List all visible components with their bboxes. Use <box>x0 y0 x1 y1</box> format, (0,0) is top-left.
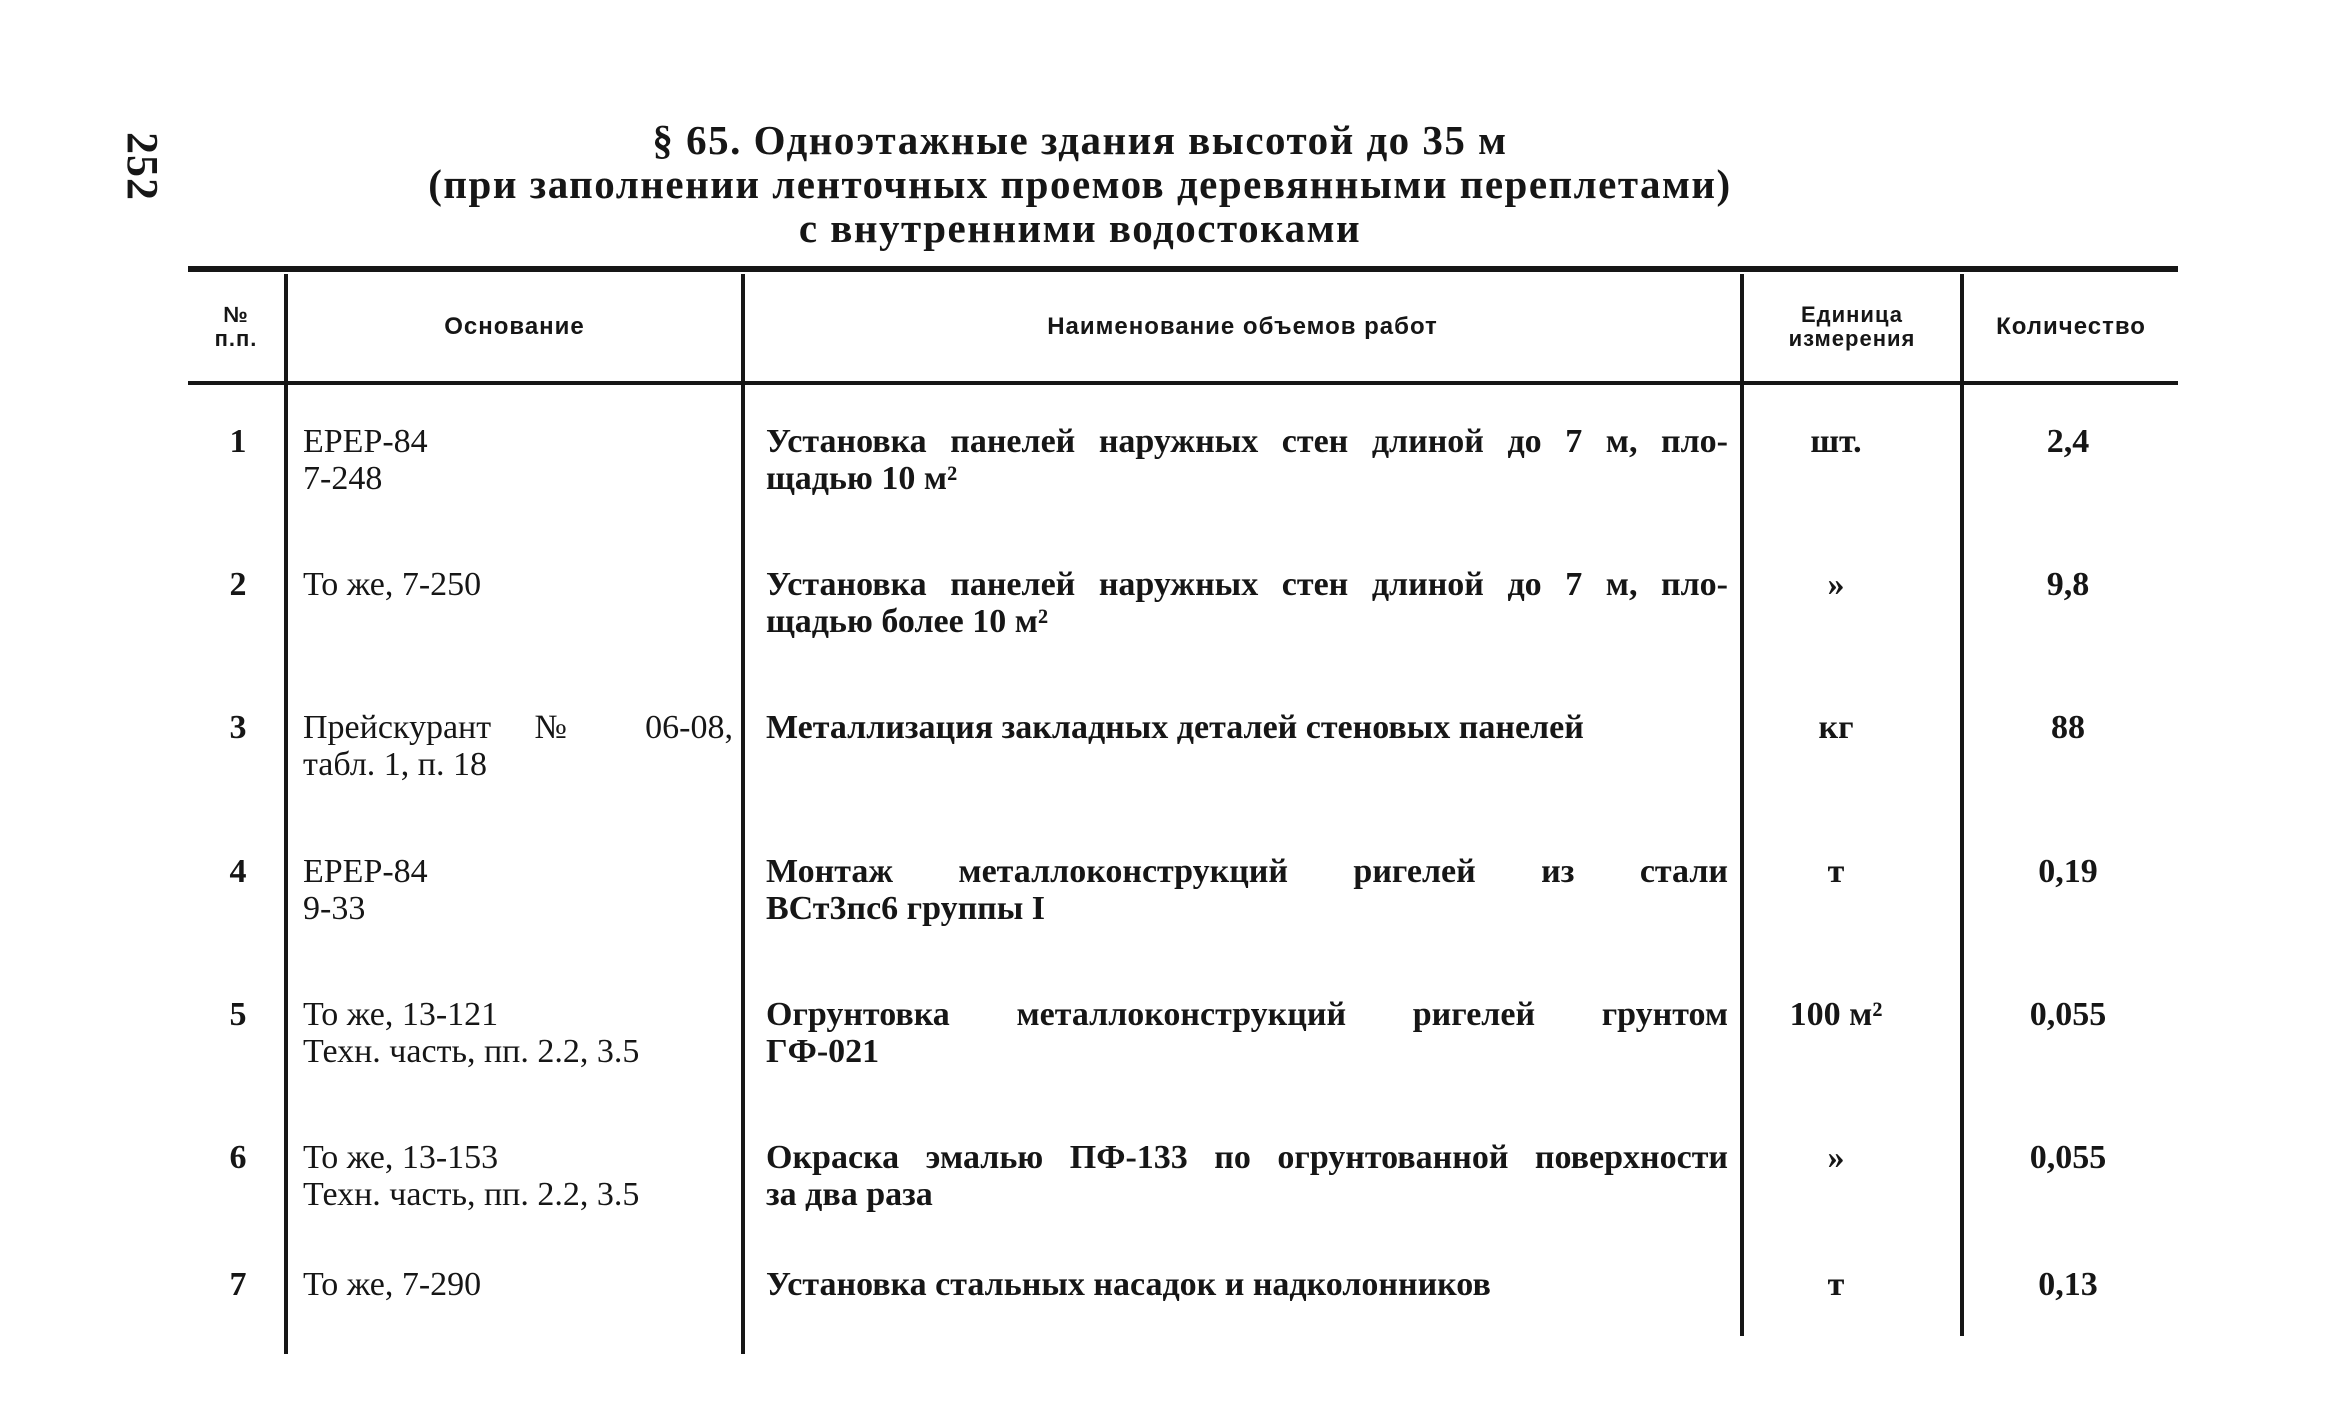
works-table: № п.п. Основание Наименование объемов работ Единица измерения Количество 1 ЕРЕР-84 7-248 Установка панелей наружных стен длиной до 7 м, пло- щадью 10 м² шт. 2,4 2 То же, 7-250 Установка панелей наружных стен длиной до 7 м, пло- щадью более 10 м² » 9,8 3 Прейскурант № 06-08, табл. 1, п. 18 Металлизация закладных деталей стеновых панелей кг 88 4 ЕРЕР-84 9-33 Монтаж металлоконструкций ригелей из стали ВСт3пс6 группы I т 0,19 5 То же, 13-121 Техн. часть, пп. 2.2, 3.5 Огрунтовка металлоконструкций ригелей грунтом ГФ-021 100 м² 0,055 6 То же, 13-153 Техн. часть, пп. 2.2, 3.5 Окраска эмалью ПФ-133 по огрунтованной поверхности за два раза » 0,055 7 То же, 7-290 Установка стальных насадок и надколонников т 0,13 <box>188 266 2178 1356</box>
header-basis: Основание <box>444 312 585 340</box>
header-name: Наименование объемов работ <box>1047 312 1438 340</box>
title-line-3: с внутренними водостоками <box>798 205 1362 251</box>
header-num: № п.п. <box>214 301 258 351</box>
header-bottom-rule <box>188 381 2178 385</box>
title-line-2: (при заполнении ленточных проемов деревянными переплетами) <box>428 161 1732 207</box>
column-divider <box>741 274 745 1354</box>
title-line-1: § 65. Одноэтажные здания высотой до 35 м <box>652 117 1508 163</box>
header-unit: Единица измерения <box>1788 301 1916 351</box>
column-divider <box>1740 274 1744 1336</box>
header-qty: Количество <box>1996 312 2146 340</box>
section-title <box>300 118 1860 250</box>
page-number: 252 <box>118 132 167 201</box>
column-divider <box>1960 274 1964 1336</box>
